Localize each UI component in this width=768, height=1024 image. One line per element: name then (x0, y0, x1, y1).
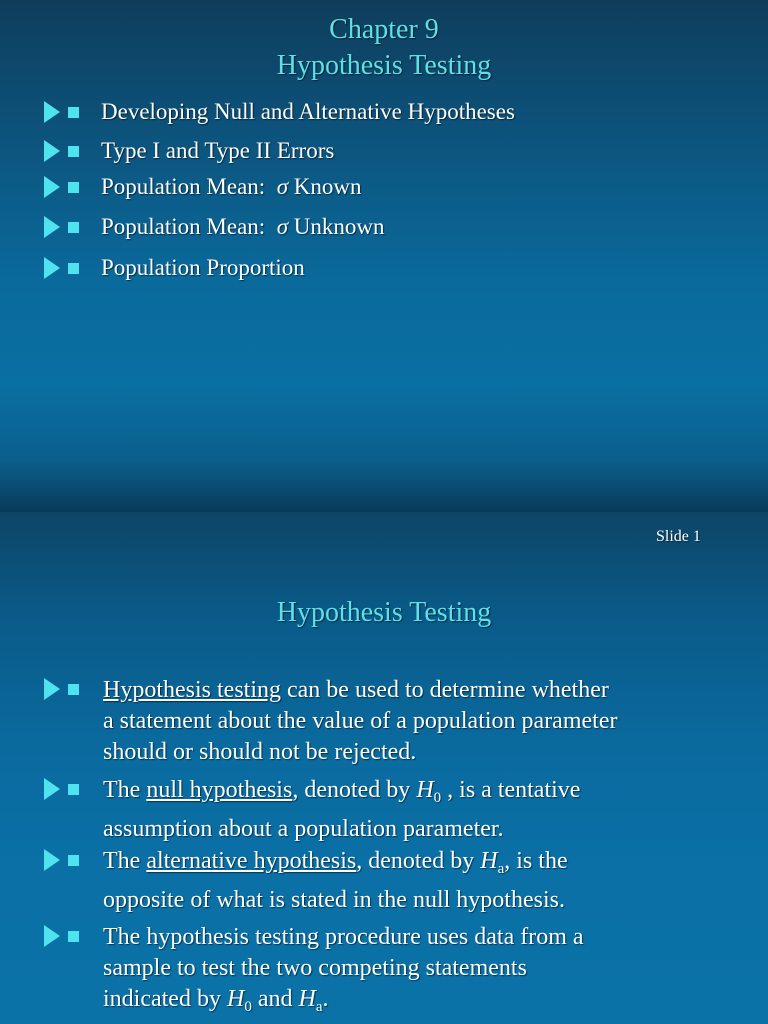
arrow-right-icon (44, 849, 60, 871)
sigma-symbol: σ (276, 214, 289, 239)
slide-title: Hypothesis Testing (276, 597, 492, 628)
square-bullet-icon (68, 182, 79, 193)
bullet-text: Population Mean: σ Known (101, 174, 362, 199)
arrow-right-icon (44, 678, 60, 700)
bullet-text: The null hypothesis, denoted by $H_0$ , is a tentative assumption about a population parameter. (103, 777, 581, 842)
bullet-text: The hypothesis testing procedure uses data from a sample to test the two competing statements indicated by $H_0$ and $H_a$. (103, 924, 584, 1015)
sigma-symbol: σ (276, 174, 289, 199)
square-bullet-icon (68, 855, 79, 866)
arrow-right-icon (44, 925, 60, 947)
square-bullet-icon (68, 146, 79, 157)
arrow-right-icon (44, 778, 60, 800)
square-bullet-icon (68, 684, 79, 695)
square-bullet-icon (68, 222, 79, 233)
term-null-hypothesis: null hypothesis (146, 777, 293, 803)
slide-title-line1: Chapter 9 (329, 14, 439, 45)
term-hypothesis-testing: Hypothesis testing (103, 677, 281, 703)
arrow-right-icon (44, 216, 60, 238)
slide-2 (0, 512, 768, 1024)
bullet-text: The alternative hypothesis, denoted by $H_a$, is the opposite of what is stated in the null hypothesis. (103, 848, 568, 913)
arrow-right-icon (44, 101, 60, 123)
slide-title-line2: Hypothesis Testing (276, 50, 492, 81)
term-alternative-hypothesis: alternative hypothesis (146, 848, 357, 874)
bullet-text: Population Mean: σ Unknown (101, 214, 385, 239)
square-bullet-icon (68, 107, 79, 118)
arrow-right-icon (44, 257, 60, 279)
bullet-text: Population Proportion (101, 255, 305, 280)
arrow-right-icon (44, 140, 60, 162)
arrow-right-icon (44, 176, 60, 198)
slide-number: Slide 1 (656, 528, 701, 545)
square-bullet-icon (68, 784, 79, 795)
bullet-text: Hypothesis testing can be used to determine whether a statement about the value of a population parameter should or should not be rejected. (103, 677, 618, 765)
square-bullet-icon (68, 931, 79, 942)
bullet-text: Developing Null and Alternative Hypotheses (101, 99, 515, 124)
square-bullet-icon (68, 263, 79, 274)
bullet-text: Type I and Type II Errors (101, 138, 335, 163)
